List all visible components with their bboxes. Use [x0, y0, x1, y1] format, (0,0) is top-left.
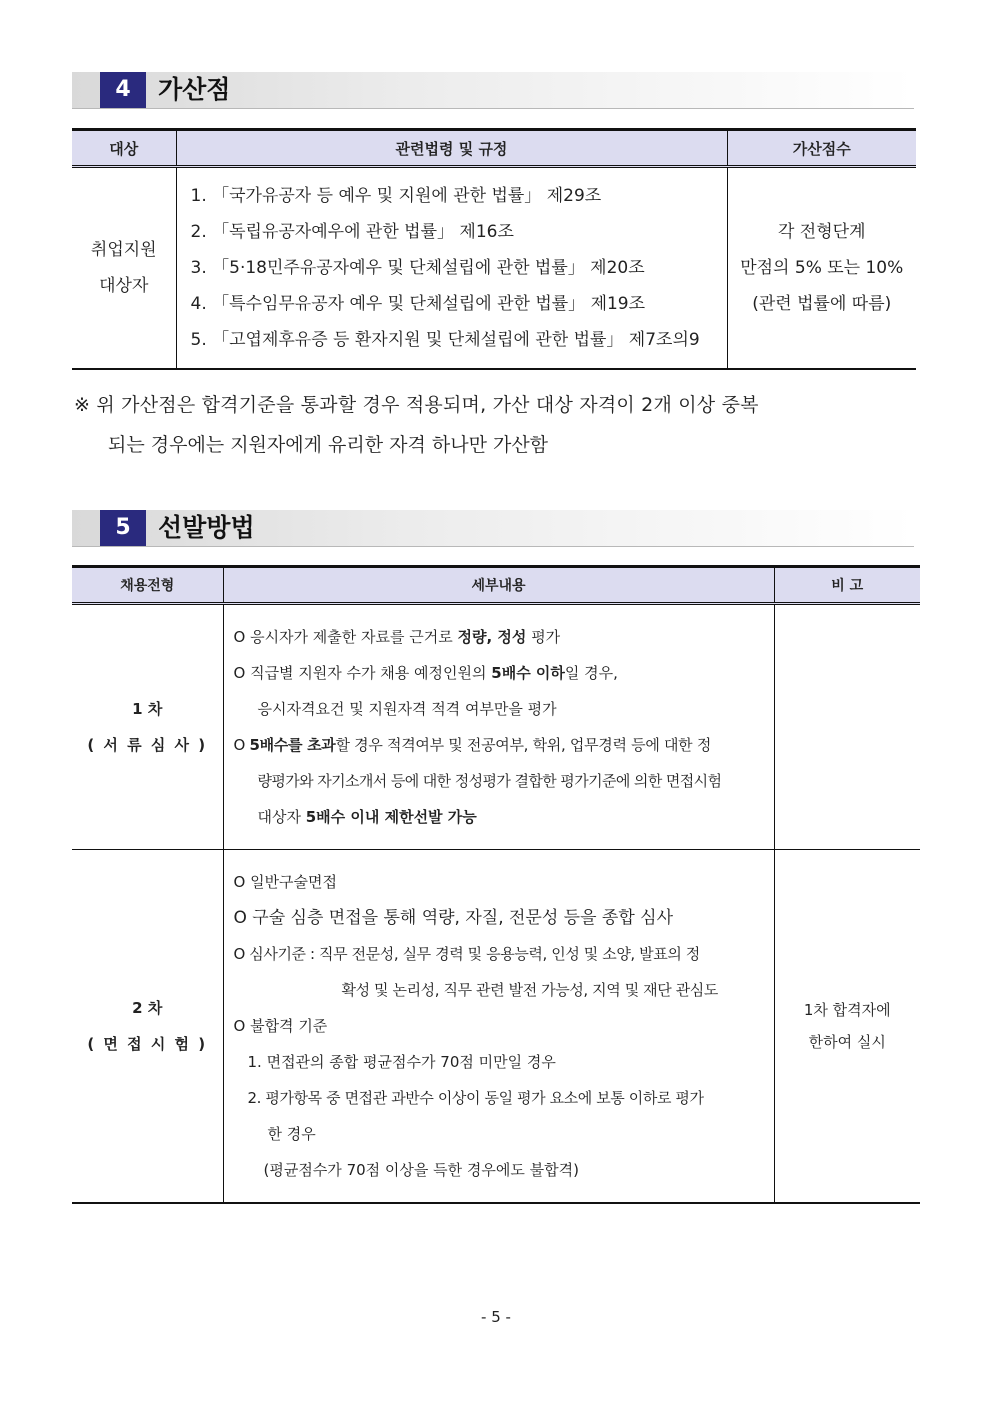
stage2-detail — [223, 850, 774, 1204]
section-5-header — [72, 510, 914, 550]
selection-table — [72, 565, 920, 1204]
detail-line: 대상자 5배수 이내 제한선발 가능 — [257, 808, 477, 826]
detail-line: O 응시자가 제출한 자료를 근거로 정량, 정성 평가 — [233, 628, 561, 646]
stage1-row — [72, 604, 920, 850]
detail-line: O 불합격 기준 — [233, 1017, 328, 1035]
stage-name: 2 차 — [132, 999, 163, 1017]
section-number: 4 — [100, 72, 146, 108]
stage1-cell — [72, 604, 223, 850]
law-item: 5. 「고엽제후유증 등 환자지원 및 단체설립에 관한 법률」 제7조의9 — [190, 330, 700, 350]
header-remark: 비 고 — [774, 567, 920, 604]
stage-sub: ( 면 접 시 험 ) — [87, 1035, 208, 1053]
target-line: 취업지원 — [90, 240, 157, 260]
law-item: 2. 「독립유공자예우에 관한 법률」 제16조 — [190, 222, 514, 242]
detail-line: O 일반구술면접 — [233, 873, 338, 891]
law-item: 1. 「국가유공자 등 예우 및 지원에 관한 법률」 제29조 — [190, 186, 602, 206]
page-number: - 5 - — [481, 1308, 511, 1326]
header-laws: 관련법령 및 규정 — [176, 130, 727, 167]
target-line: 대상자 — [99, 276, 149, 296]
stage-sub: ( 서 류 심 사 ) — [87, 736, 208, 754]
section-title: 가산점 — [158, 75, 231, 104]
stage1-remark — [774, 604, 920, 850]
remark-line: 1차 합격자에 — [803, 1001, 891, 1019]
stage2-cell — [72, 850, 223, 1204]
bonus-note — [74, 385, 924, 465]
detail-line: 응시자격요건 및 지원자격 적격 여부만을 평가 — [257, 700, 557, 718]
stage2-row — [72, 850, 920, 1204]
section-number: 5 — [100, 510, 146, 546]
score-line: (관련 법률에 따름) — [752, 294, 892, 314]
detail-line: (평균점수가 70점 이상을 득한 경우에도 불합격) — [263, 1161, 579, 1179]
detail-line: 2. 평가항목 중 면접관 과반수 이상이 동일 평가 요소에 보통 이하로 평가 — [247, 1089, 704, 1107]
stage-name: 1 차 — [132, 700, 163, 718]
note-line: 되는 경우에는 지원자에게 유리한 자격 하나만 가산함 — [108, 434, 549, 456]
remark-line: 한하여 실시 — [808, 1033, 886, 1051]
table-row — [72, 167, 916, 370]
header-score: 가산점수 — [727, 130, 916, 167]
header-stage: 채용전형 — [72, 567, 223, 604]
detail-line: O 5배수를 초과할 경우 적격여부 및 전공여부, 학위, 업무경력 등에 대한 정 — [233, 736, 712, 754]
note-line: ※ 위 가산점은 합격기준을 통과할 경우 적용되며, 가산 대상 자격이 2개 이상 중복 — [74, 394, 759, 416]
section-4-header — [72, 72, 914, 112]
detail-line: 한 경우 — [267, 1125, 316, 1143]
header-target: 대상 — [72, 130, 176, 167]
target-cell — [72, 167, 176, 370]
bonus-table — [72, 128, 916, 370]
detail-line: O 구술 심층 면접을 통해 역량, 자질, 전문성 등을 종합 심사 — [233, 908, 674, 928]
header-detail: 세부내용 — [223, 567, 774, 604]
detail-line: 1. 면접관의 종합 평균점수가 70점 미만일 경우 — [247, 1053, 556, 1071]
score-line: 각 전형단계 — [777, 222, 866, 242]
score-line: 만점의 5% 또는 10% — [740, 258, 904, 278]
detail-line: O 심사기준 : 직무 전문성, 실무 경력 및 응용능력, 인성 및 소양, 발표의 정 — [233, 945, 700, 963]
stage2-remark — [774, 850, 920, 1204]
table-header-row — [72, 130, 916, 167]
detail-line: 량평가와 자기소개서 등에 대한 정성평가 결합한 평가기준에 의한 면접시험 — [257, 772, 722, 790]
score-cell — [727, 167, 916, 370]
section-title: 선발방법 — [158, 513, 255, 542]
law-item: 3. 「5·18민주유공자예우 및 단체설립에 관한 법률」 제20조 — [190, 258, 645, 278]
table-header-row — [72, 567, 920, 604]
detail-line: O 직급별 지원자 수가 채용 예정인원의 5배수 이하일 경우, — [233, 664, 618, 682]
detail-line: 확성 및 논리성, 직무 관련 발전 가능성, 지역 및 재단 관심도 — [341, 981, 718, 999]
laws-cell — [176, 167, 727, 370]
law-item: 4. 「특수임무유공자 예우 및 단체설립에 관한 법률」 제19조 — [190, 294, 646, 314]
stage1-detail — [223, 604, 774, 850]
